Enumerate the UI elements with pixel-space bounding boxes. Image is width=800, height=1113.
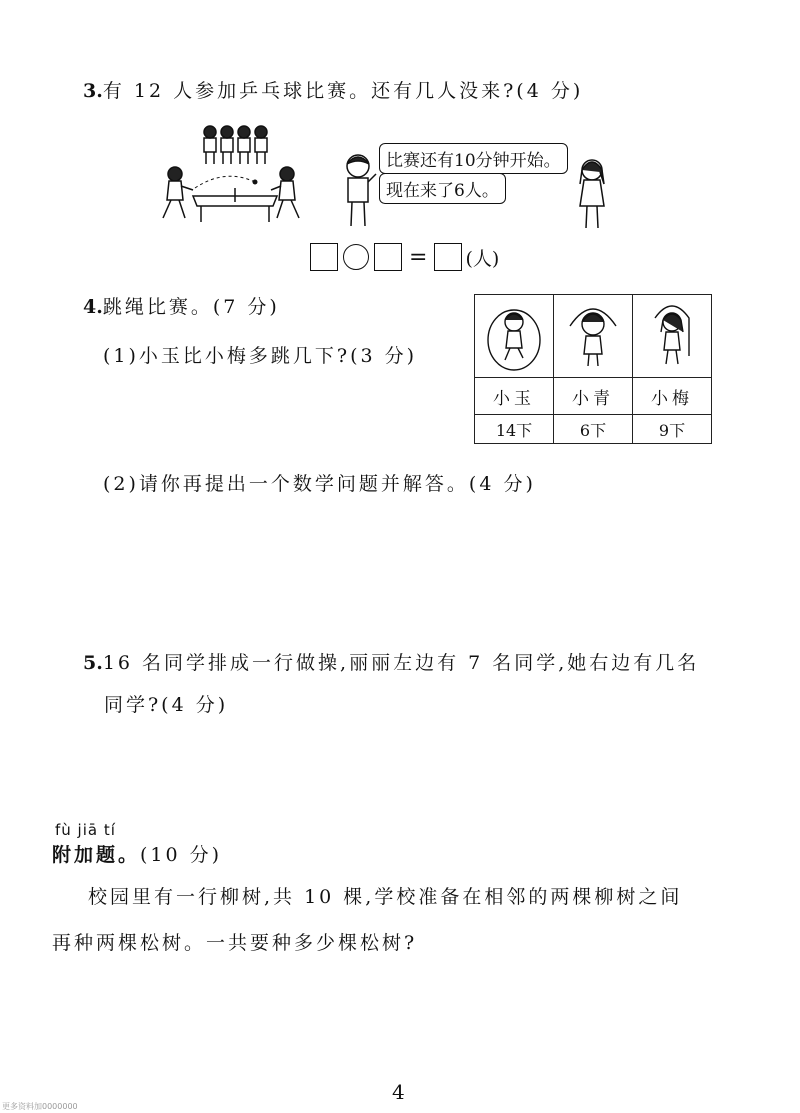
unit-label: (人)	[465, 247, 500, 270]
question-3-number: 3.	[83, 80, 103, 102]
ping-pong-table	[193, 188, 277, 222]
name-cell-3: 小梅	[633, 378, 712, 415]
count-cell-3: 9下	[633, 415, 712, 444]
speech-bubble-boy: 现在来了6人。	[379, 173, 506, 204]
question-4-sub-1: (1)小玉比小梅多跳几下?(3 分)	[103, 345, 418, 367]
question-4	[83, 292, 280, 319]
girl-figure	[574, 158, 610, 232]
bonus-line-1: 校园里有一行柳树,共 10 棵,学校准备在相邻的两棵柳树之间	[88, 886, 683, 908]
player-right	[271, 167, 299, 218]
question-3	[83, 76, 583, 103]
count-cell-2: 6下	[554, 415, 633, 444]
pic-cell-1	[475, 295, 554, 378]
spectators	[204, 126, 267, 164]
ball-path	[195, 176, 255, 188]
girl-jumping-icon	[635, 296, 709, 372]
name-cell-2: 小青	[554, 378, 633, 415]
girl-jumping-icon	[556, 296, 630, 372]
question-5-number: 5.	[83, 652, 103, 674]
answer-box-2[interactable]	[374, 243, 402, 271]
bonus-line-2: 再种两棵松树。一共要种多少棵松树?	[52, 932, 418, 954]
count-cell-1: 14下	[475, 415, 554, 444]
question-4-text: 跳绳比赛。(7 分)	[102, 296, 280, 318]
bonus-score: (10 分)	[140, 844, 223, 866]
pic-cell-3	[633, 295, 712, 378]
answer-equation	[310, 243, 499, 271]
question-5-text: 16 名同学排成一行做操,丽丽左边有 7 名同学,她右边有几名	[102, 652, 700, 674]
operator-circle[interactable]	[343, 244, 369, 270]
question-3-text: 有 12 人参加乒乓球比赛。还有几人没来?(4 分)	[102, 80, 584, 102]
player-left	[163, 167, 193, 218]
bonus-pinyin: fù jiā tí	[55, 821, 116, 839]
ball	[253, 180, 258, 185]
answer-box-result[interactable]	[434, 243, 462, 271]
question-4-number: 4.	[83, 296, 103, 318]
page-number: 4	[392, 1080, 405, 1104]
question-5-line-2: 同学?(4 分)	[104, 694, 229, 716]
bonus-heading	[52, 840, 222, 867]
question-5-line-1	[83, 648, 699, 675]
bonus-title: 附加题。	[52, 844, 141, 866]
jump-rope-table	[474, 294, 712, 444]
girl-jumping-icon	[477, 296, 551, 372]
equals-sign: =	[409, 244, 428, 270]
table-tennis-illustration	[155, 118, 315, 230]
name-cell-1: 小玉	[475, 378, 554, 415]
speech-bubble-girl: 比赛还有10分钟开始。	[379, 143, 568, 174]
boy-figure	[338, 152, 378, 232]
pic-cell-2	[554, 295, 633, 378]
answer-box-1[interactable]	[310, 243, 338, 271]
watermark: 更多资料加0000000	[2, 1102, 78, 1111]
question-4-sub-2: (2)请你再提出一个数学问题并解答。(4 分)	[103, 473, 536, 495]
